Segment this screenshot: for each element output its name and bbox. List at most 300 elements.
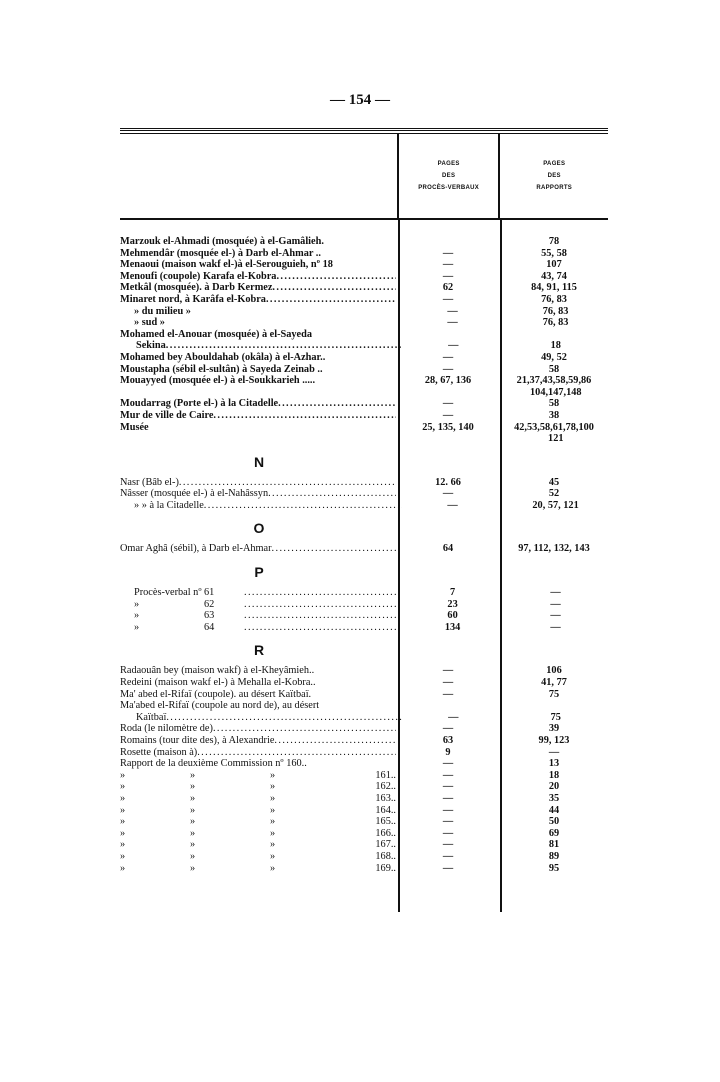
pages-proces-verbaux: 28, 67, 136 bbox=[424, 375, 472, 387]
table-row bbox=[120, 352, 608, 364]
entry-label bbox=[120, 387, 403, 399]
ditto-mark: 169.. bbox=[375, 862, 396, 874]
entry-text: » » à la Citadelle bbox=[134, 499, 204, 511]
dot-leader bbox=[323, 364, 396, 376]
dot-leader bbox=[166, 712, 403, 724]
dot-leader bbox=[333, 259, 396, 271]
pages-rapports: 76, 83 bbox=[542, 305, 569, 317]
pages-rapports: 38 bbox=[548, 409, 560, 421]
entry-text: Mouayyed (mosquée el-) à el-Soukkarieh ..... bbox=[120, 375, 316, 387]
ditto-mark: » bbox=[270, 792, 276, 804]
entry-label bbox=[120, 282, 396, 294]
entry-text: » sud » bbox=[134, 317, 165, 329]
pages-rapports: 76, 83 bbox=[542, 317, 569, 329]
entry-text: Nâsser (mosquée el-) à el-Nahâssyn bbox=[120, 488, 269, 500]
entry-label bbox=[120, 587, 402, 599]
entry-text: Sekina bbox=[136, 340, 166, 352]
dot-leader bbox=[316, 677, 396, 689]
ditto-mark: » bbox=[270, 827, 276, 839]
pages-proces-verbaux: 23 bbox=[447, 598, 458, 610]
pages-rapports: 95 bbox=[548, 862, 560, 874]
table-row bbox=[120, 747, 608, 759]
entry-label bbox=[120, 422, 396, 434]
ditto-mark: » bbox=[270, 816, 276, 828]
section-letter: P bbox=[254, 564, 264, 581]
pages-rapports: — bbox=[550, 598, 561, 610]
pages-proces-verbaux: — bbox=[442, 723, 454, 735]
dot-leader bbox=[213, 410, 396, 422]
entry-label bbox=[120, 828, 396, 840]
ditto-mark: » bbox=[120, 862, 126, 874]
table-row bbox=[120, 677, 608, 689]
table-row bbox=[120, 851, 608, 863]
entry-label bbox=[120, 665, 396, 677]
pages-proces-verbaux: — bbox=[442, 804, 454, 816]
ditto-mark: » bbox=[120, 827, 126, 839]
entry-label bbox=[120, 700, 396, 712]
entry-text: Mohamed bey Abouldahab (okâla) à el-Azhar.. bbox=[120, 351, 326, 363]
entry-label bbox=[120, 259, 396, 271]
pages-proces-verbaux: — bbox=[448, 340, 459, 352]
entry-label bbox=[120, 781, 396, 793]
dot-leader bbox=[266, 294, 396, 306]
ditto-mark: » bbox=[270, 850, 276, 862]
table-row bbox=[120, 282, 608, 294]
entry-text: Redeini (maison wakf el-) à Mehalla el-Kobra.. bbox=[120, 677, 316, 689]
entry-text: » du milieu » bbox=[134, 305, 191, 317]
entry-prefix: Procès-verbal nº bbox=[134, 587, 202, 599]
ditto-mark: » bbox=[120, 792, 126, 804]
entry-text: Menaoui (maison wakf el-)à el-Serouguieh, nº 18 bbox=[120, 259, 333, 271]
pages-rapports: — bbox=[550, 610, 561, 622]
entry-label bbox=[120, 689, 396, 701]
ditto-mark: » bbox=[270, 769, 276, 781]
header-line: RAPPORTS bbox=[536, 185, 573, 191]
index-section bbox=[120, 519, 608, 555]
entry-label bbox=[120, 433, 403, 445]
pages-proces-verbaux: — bbox=[442, 363, 454, 375]
ditto-mark: » bbox=[190, 804, 196, 816]
pages-proces-verbaux: — bbox=[442, 398, 454, 410]
ditto-mark: » bbox=[270, 862, 276, 874]
ditto-mark: 161.. bbox=[375, 769, 396, 781]
table-row bbox=[120, 294, 608, 306]
table-row bbox=[120, 758, 608, 770]
pages-rapports: 18 bbox=[550, 340, 561, 352]
pages-proces-verbaux: 60 bbox=[447, 610, 458, 622]
pages-proces-verbaux bbox=[405, 433, 502, 445]
entry-text: Kaïtbaï bbox=[136, 711, 167, 723]
pages-proces-verbaux: — bbox=[442, 792, 454, 804]
page-number: — 154 — bbox=[330, 92, 390, 108]
pages-rapports: — bbox=[548, 746, 560, 758]
header-rapports bbox=[498, 134, 608, 218]
ditto-mark: » bbox=[190, 850, 196, 862]
ditto-mark: 168.. bbox=[375, 850, 396, 862]
table-row bbox=[120, 364, 608, 376]
pages-proces-verbaux: — bbox=[442, 270, 454, 282]
pages-rapports: 39 bbox=[548, 723, 560, 735]
pages-rapports: 52 bbox=[548, 488, 560, 500]
dot-leader bbox=[311, 689, 396, 701]
entry-label bbox=[120, 805, 396, 817]
pages-proces-verbaux: — bbox=[442, 488, 454, 500]
pages-rapports: 121 bbox=[548, 433, 564, 445]
ditto-mark: » bbox=[120, 850, 126, 862]
pages-proces-verbaux: 12. 66 bbox=[435, 476, 461, 488]
table-row bbox=[120, 689, 608, 701]
pages-rapports: 44 bbox=[548, 804, 560, 816]
table-row bbox=[120, 599, 608, 611]
dot-leader bbox=[324, 236, 396, 248]
dot-leader bbox=[321, 248, 396, 260]
pages-proces-verbaux: — bbox=[448, 711, 459, 723]
entry-label bbox=[120, 747, 396, 759]
table-row bbox=[120, 735, 608, 747]
entry-label bbox=[120, 712, 403, 724]
table-row bbox=[120, 700, 608, 712]
pages-rapports bbox=[500, 700, 608, 712]
entry-label bbox=[120, 477, 396, 489]
pages-rapports: 41, 77 bbox=[541, 677, 567, 689]
dot-leader bbox=[197, 747, 396, 759]
table-row bbox=[120, 665, 608, 677]
pages-proces-verbaux bbox=[398, 700, 498, 712]
ditto-mark: » bbox=[190, 862, 196, 874]
pages-proces-verbaux: 134 bbox=[444, 621, 461, 633]
table-row bbox=[120, 863, 608, 875]
dot-leader bbox=[165, 317, 402, 329]
pages-rapports: 45 bbox=[548, 476, 560, 488]
dot-leader bbox=[136, 433, 403, 445]
ditto-mark: » bbox=[270, 839, 276, 851]
ditto-mark: » bbox=[270, 804, 276, 816]
pages-proces-verbaux: — bbox=[442, 665, 454, 677]
table-row bbox=[120, 433, 608, 445]
pages-rapports: 99, 123 bbox=[538, 735, 570, 746]
dot-leader bbox=[244, 587, 402, 599]
pages-proces-verbaux: — bbox=[442, 769, 454, 781]
entry-label bbox=[120, 677, 396, 689]
table-row bbox=[120, 259, 608, 271]
entry-prefix: » bbox=[134, 610, 140, 622]
pages-proces-verbaux: — bbox=[442, 816, 454, 828]
dot-leader bbox=[268, 488, 396, 500]
table-row bbox=[120, 329, 608, 341]
ditto-mark: » bbox=[120, 839, 126, 851]
table-row bbox=[120, 816, 608, 828]
entry-label bbox=[120, 488, 396, 500]
table-row bbox=[120, 477, 608, 489]
pages-rapports: 35 bbox=[548, 792, 560, 804]
table-row bbox=[120, 422, 608, 434]
dot-leader bbox=[314, 665, 396, 677]
dot-leader bbox=[166, 340, 403, 352]
header-line: PROCÈS-VERBAUX bbox=[418, 185, 480, 191]
ditto-mark: 163.. bbox=[375, 792, 396, 804]
pages-proces-verbaux: 64 bbox=[442, 543, 454, 555]
header-blank bbox=[120, 134, 397, 218]
entry-label bbox=[120, 375, 396, 387]
pages-rapports: 78 bbox=[548, 236, 560, 247]
entry-text: Omar Aghâ (sébil), à Darb el-Ahmar bbox=[120, 543, 272, 555]
pages-rapports: 18 bbox=[548, 769, 560, 781]
pages-proces-verbaux: — bbox=[442, 781, 454, 793]
entry-label bbox=[120, 863, 396, 875]
entry-text: Moudarrag (Porte el-) à la Citadelle bbox=[120, 398, 279, 410]
pages-proces-verbaux: — bbox=[442, 839, 454, 851]
ditto-mark: 167.. bbox=[375, 839, 396, 851]
pages-rapports: 106 bbox=[546, 665, 562, 677]
entry-label bbox=[120, 610, 402, 622]
entry-text: Menoufi (coupole) Karafa el-Kobra bbox=[120, 270, 277, 282]
entry-number: 61 bbox=[204, 587, 215, 599]
ditto-mark: 164.. bbox=[375, 804, 396, 816]
entry-text: Minaret nord, à Karâfa el-Kobra bbox=[120, 293, 266, 305]
table-row bbox=[120, 387, 608, 399]
pages-rapports: 55, 58 bbox=[541, 247, 567, 259]
pages-proces-verbaux: — bbox=[442, 827, 454, 839]
pages-proces-verbaux bbox=[398, 236, 498, 248]
table-row bbox=[120, 306, 608, 318]
ditto-mark: » bbox=[120, 804, 126, 816]
entry-label bbox=[120, 294, 396, 306]
ditto-mark: » bbox=[120, 769, 126, 781]
pages-rapports: 42,53,58,61,78,100 bbox=[514, 421, 594, 433]
ditto-mark: » bbox=[190, 816, 196, 828]
pages-rapports: 43, 74 bbox=[541, 270, 567, 282]
pages-rapports: 69 bbox=[548, 827, 560, 839]
entry-number: 64 bbox=[204, 621, 215, 633]
pages-rapports: 75 bbox=[550, 711, 561, 723]
dot-leader bbox=[272, 282, 396, 294]
entry-text: Metkâl (mosquée). à Darb Kermez bbox=[120, 282, 273, 294]
ditto-mark: » bbox=[120, 781, 126, 793]
table-row bbox=[120, 770, 608, 782]
entry-text: Nasr (Bâb el-) bbox=[120, 476, 179, 488]
pages-proces-verbaux bbox=[405, 387, 502, 399]
entry-label bbox=[120, 851, 396, 863]
pages-rapports: 21,37,43,58,59,86 bbox=[516, 375, 592, 387]
dot-leader bbox=[315, 375, 396, 387]
entry-text: Ma' abed el-Rifaï (coupole). au désert Kaïtbaï. bbox=[120, 688, 312, 700]
pages-rapports: 75 bbox=[548, 688, 560, 700]
ditto-mark: » bbox=[190, 792, 196, 804]
entry-text: Mehmendâr (mosquée el-) à Darb el-Ahmar .. bbox=[120, 247, 321, 259]
pages-rapports: 81 bbox=[548, 839, 560, 851]
entry-label bbox=[120, 364, 396, 376]
table-row bbox=[120, 793, 608, 805]
entry-label bbox=[120, 622, 402, 634]
pages-rapports: 107 bbox=[546, 259, 562, 271]
ditto-mark: » bbox=[190, 781, 196, 793]
pages-proces-verbaux: 9 bbox=[445, 746, 451, 758]
pages-rapports: 20, 57, 121 bbox=[532, 499, 579, 511]
index-section bbox=[120, 453, 608, 512]
pages-rapports: — bbox=[550, 587, 561, 599]
pages-proces-verbaux: — bbox=[442, 758, 454, 770]
entry-label bbox=[120, 329, 396, 341]
entry-label bbox=[120, 352, 396, 364]
entry-label bbox=[120, 317, 402, 329]
pages-proces-verbaux: — bbox=[447, 499, 458, 511]
table-row bbox=[120, 340, 608, 352]
pages-proces-verbaux: — bbox=[442, 293, 454, 305]
pages-rapports: 104,147,148 bbox=[530, 386, 582, 398]
entry-label bbox=[120, 839, 396, 851]
entry-text: Moustapha (sébil el-sultân) à Sayeda Zeinab .. bbox=[120, 363, 323, 375]
pages-proces-verbaux: — bbox=[442, 351, 454, 363]
table-header bbox=[120, 134, 608, 220]
entry-label bbox=[120, 410, 396, 422]
entry-label bbox=[120, 248, 396, 260]
pages-rapports: 50 bbox=[548, 816, 560, 828]
table-row bbox=[120, 622, 608, 634]
dot-leader bbox=[272, 543, 396, 555]
entry-text: Radaouân bey (maison wakf) à el-Kheyâmieh.. bbox=[120, 665, 315, 677]
table-row bbox=[120, 500, 608, 512]
section-letter: O bbox=[253, 520, 265, 537]
table-row bbox=[120, 317, 608, 329]
dot-leader bbox=[244, 622, 402, 634]
pages-rapports: 13 bbox=[548, 758, 560, 770]
ditto-mark: 165.. bbox=[375, 816, 396, 828]
dot-leader bbox=[191, 306, 402, 318]
dot-leader bbox=[213, 723, 396, 735]
entry-text: Roda (le nilomètre de) bbox=[120, 723, 213, 735]
entry-label bbox=[120, 398, 396, 410]
entry-label bbox=[120, 758, 396, 770]
entry-label bbox=[120, 543, 396, 555]
pages-proces-verbaux: 62 bbox=[442, 282, 454, 294]
dot-leader bbox=[307, 758, 396, 770]
entry-label bbox=[120, 793, 396, 805]
pages-proces-verbaux: 7 bbox=[449, 587, 456, 599]
dot-leader bbox=[312, 329, 396, 341]
dot-leader bbox=[244, 599, 402, 611]
pages-proces-verbaux: — bbox=[442, 688, 454, 700]
entry-label bbox=[120, 770, 396, 782]
ditto-mark: » bbox=[190, 827, 196, 839]
index-section bbox=[120, 563, 608, 633]
header-proces-verbaux bbox=[397, 134, 499, 218]
entry-label bbox=[120, 271, 396, 283]
table-row bbox=[120, 410, 608, 422]
header-line: DES bbox=[547, 173, 561, 179]
pages-proces-verbaux: — bbox=[442, 677, 454, 689]
table-row bbox=[120, 375, 608, 387]
pages-proces-verbaux: — bbox=[442, 409, 454, 421]
entry-label bbox=[120, 735, 396, 747]
dot-leader bbox=[276, 271, 396, 283]
ditto-mark: 162.. bbox=[375, 781, 396, 793]
ditto-mark: 166.. bbox=[375, 827, 396, 839]
entry-text: Mur de ville de Caire bbox=[120, 409, 214, 421]
pages-proces-verbaux: — bbox=[442, 259, 454, 271]
table-row bbox=[120, 805, 608, 817]
table-row bbox=[120, 587, 608, 599]
dot-leader bbox=[278, 398, 396, 410]
table-row bbox=[120, 610, 608, 622]
table-row bbox=[120, 236, 608, 248]
ditto-mark: » bbox=[270, 781, 276, 793]
entry-text: Musée bbox=[120, 421, 149, 433]
pages-rapports bbox=[500, 329, 608, 341]
pages-proces-verbaux: 63 bbox=[442, 735, 454, 746]
pages-proces-verbaux: — bbox=[442, 862, 454, 874]
entry-label bbox=[120, 306, 402, 318]
pages-rapports: 20 bbox=[548, 781, 560, 793]
table-row bbox=[120, 723, 608, 735]
entry-label bbox=[120, 236, 396, 248]
pages-proces-verbaux: 25, 135, 140 bbox=[422, 421, 474, 433]
table-row bbox=[120, 839, 608, 851]
entry-text: Marzouk el-Ahmadi (mosquée) à el-Gamâlieh. bbox=[120, 236, 324, 247]
table-row bbox=[120, 271, 608, 283]
table-row bbox=[120, 398, 608, 410]
table-body bbox=[120, 220, 608, 874]
entry-text: Mohamed el-Anouar (mosquée) à el-Sayeda bbox=[120, 328, 313, 340]
pages-rapports: 89 bbox=[548, 850, 560, 862]
ditto-mark: » bbox=[190, 839, 196, 851]
table-row bbox=[120, 248, 608, 260]
index-table bbox=[120, 128, 608, 874]
pages-rapports: 76, 83 bbox=[541, 293, 567, 305]
section-letter: R bbox=[253, 642, 265, 659]
dot-leader bbox=[204, 500, 402, 512]
table-row bbox=[120, 712, 608, 724]
table-row bbox=[120, 828, 608, 840]
pages-proces-verbaux: — bbox=[447, 317, 458, 329]
entry-number: 62 bbox=[204, 598, 215, 610]
pages-rapports: 58 bbox=[548, 363, 560, 375]
pages-proces-verbaux bbox=[398, 329, 498, 341]
entry-label bbox=[120, 340, 403, 352]
top-rule bbox=[120, 128, 608, 131]
entry-label bbox=[120, 723, 396, 735]
dot-leader bbox=[149, 422, 396, 434]
entry-number: 63 bbox=[204, 610, 215, 622]
entry-text: Romains (tour dite des), à Alexandrie bbox=[120, 735, 275, 746]
section-letter: N bbox=[253, 453, 265, 470]
pages-rapports: — bbox=[550, 621, 561, 633]
dot-leader bbox=[244, 610, 402, 622]
entry-prefix: » bbox=[134, 598, 140, 610]
header-line: PAGES bbox=[437, 161, 460, 167]
dot-leader bbox=[319, 700, 396, 712]
entry-label bbox=[120, 816, 396, 828]
entry-text: Rapport de la deuxième Commission nº 160.. bbox=[120, 758, 307, 770]
entry-prefix: » bbox=[134, 621, 140, 633]
entry-label bbox=[120, 599, 402, 611]
pages-rapports: 84, 91, 115 bbox=[531, 282, 577, 294]
ditto-mark: » bbox=[190, 769, 196, 781]
pages-proces-verbaux: — bbox=[442, 850, 454, 862]
table-row bbox=[120, 543, 608, 555]
dot-leader bbox=[274, 735, 396, 747]
dot-leader bbox=[325, 352, 396, 364]
entry-text: Ma'abed el-Rifaï (coupole au nord de), au désert bbox=[120, 700, 320, 712]
dot-leader bbox=[179, 477, 396, 489]
pages-rapports: 97, 112, 132, 143 bbox=[518, 543, 590, 555]
index-section bbox=[120, 236, 608, 445]
table-row bbox=[120, 488, 608, 500]
pages-proces-verbaux: — bbox=[442, 247, 454, 259]
header-line: DES bbox=[442, 173, 456, 179]
table-row bbox=[120, 781, 608, 793]
ditto-mark: » bbox=[120, 816, 126, 828]
pages-rapports: 49, 52 bbox=[541, 351, 567, 363]
